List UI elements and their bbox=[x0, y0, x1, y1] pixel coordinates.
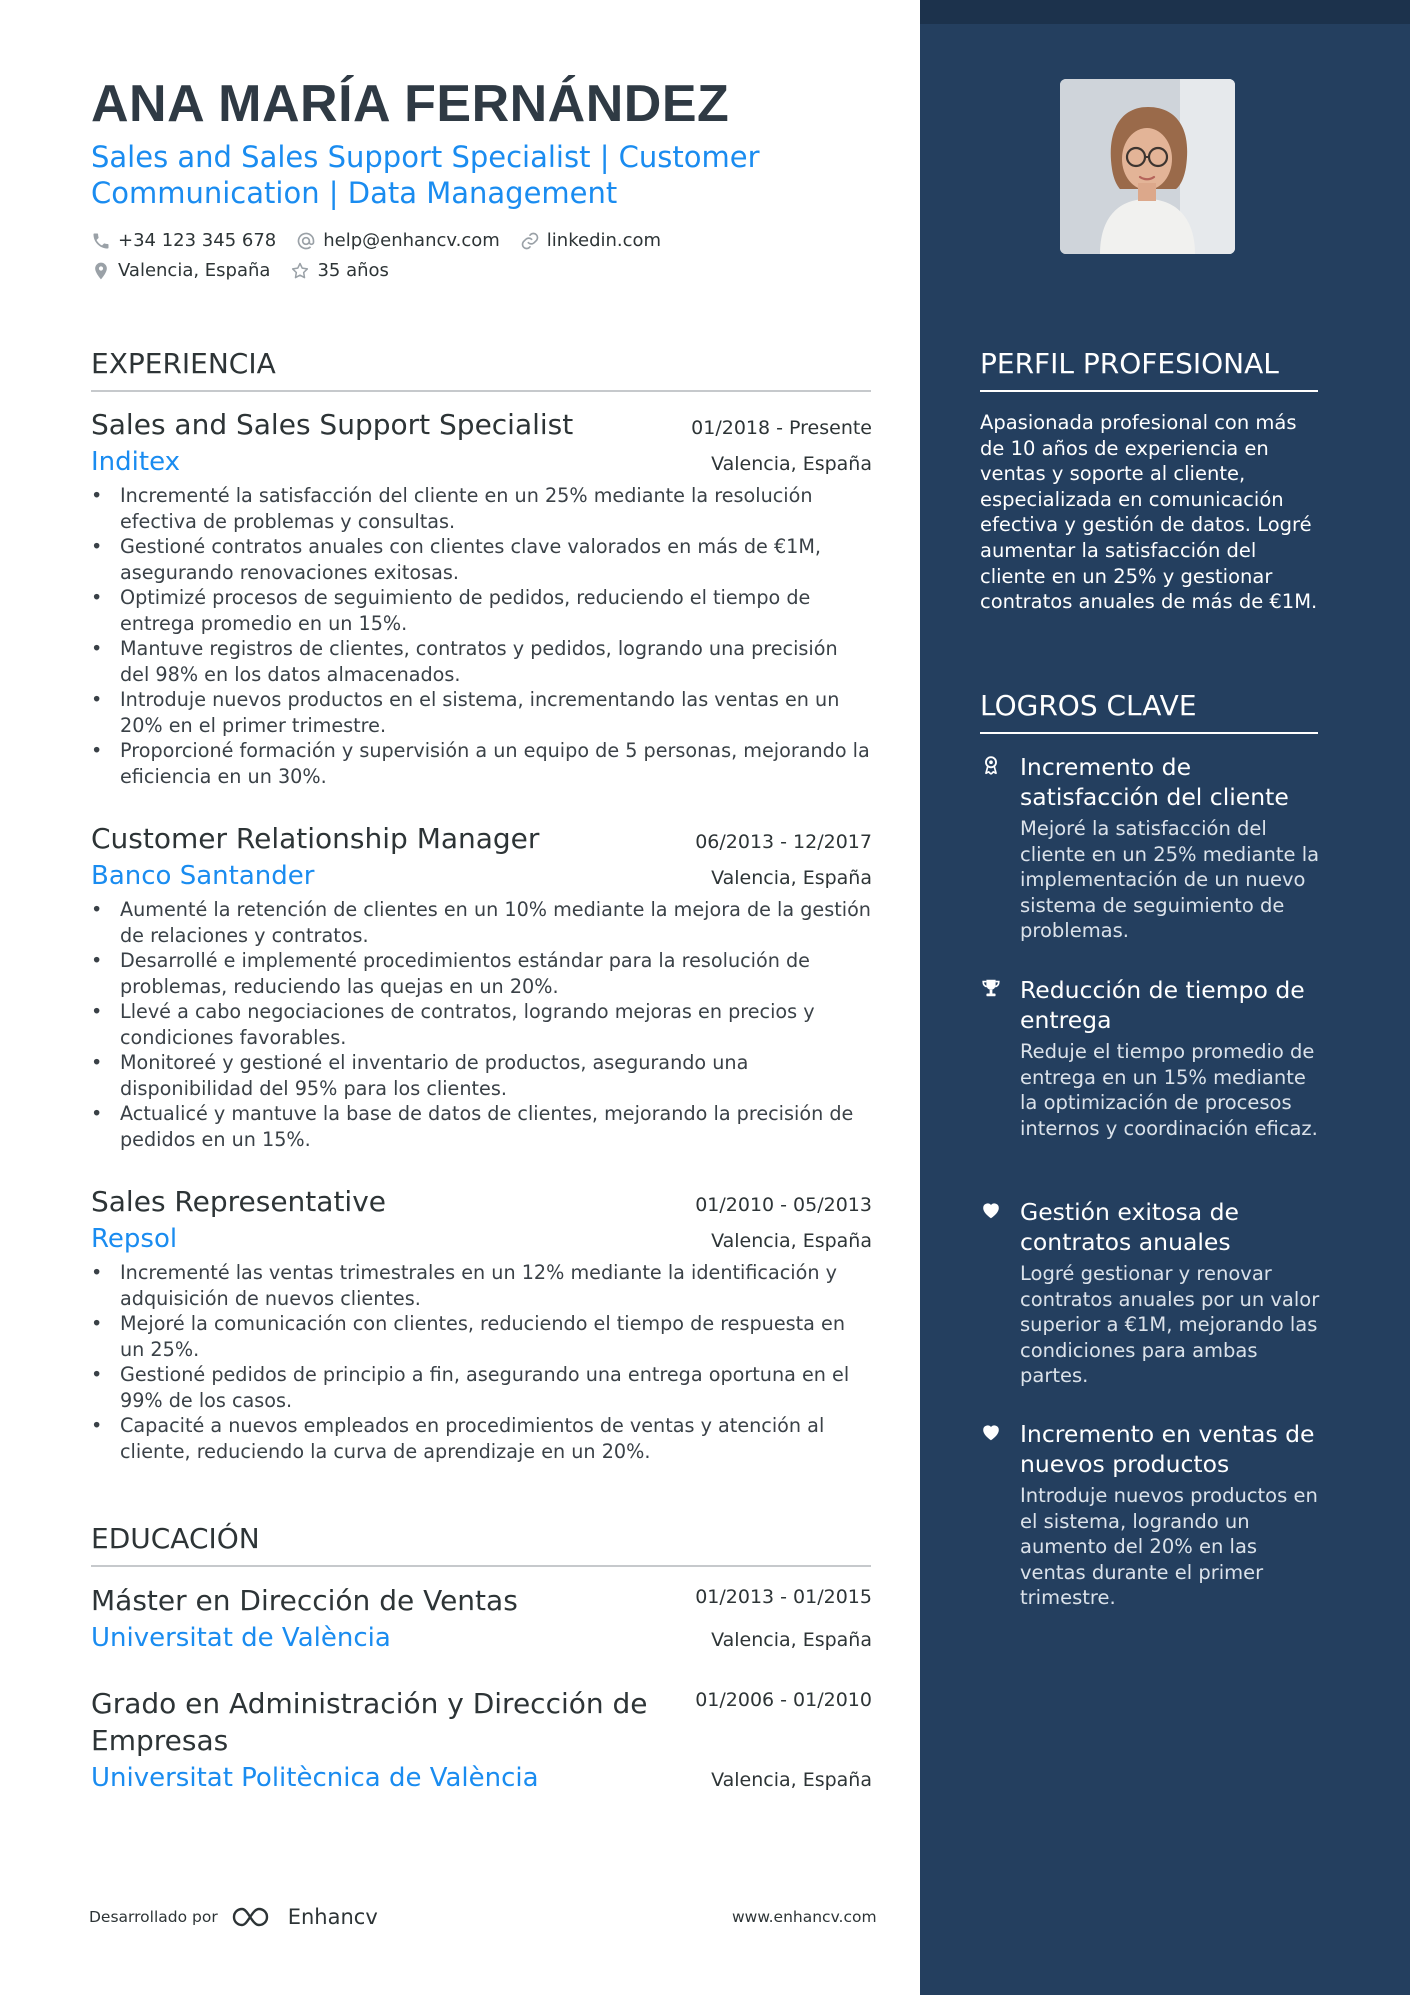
enhancv-logo-icon bbox=[230, 1904, 280, 1930]
brand-name: Enhancv bbox=[287, 1905, 378, 1929]
contact-age bbox=[290, 260, 388, 281]
job-company: Inditex bbox=[91, 447, 180, 477]
education-section-title: EDUCACIÓN bbox=[91, 1522, 871, 1567]
candidate-name: ANA MARÍA FERNÁNDEZ bbox=[91, 75, 730, 133]
heart-icon bbox=[980, 1421, 1002, 1443]
achievement-item bbox=[980, 975, 1325, 1141]
job-bullet: • Monitoreé y gestioné el inventario de productos, asegurando una disponibilidad del 95% para los clientes. bbox=[91, 1050, 872, 1101]
degree-dates: 01/2013 - 01/2015 bbox=[695, 1586, 872, 1608]
footer-branding bbox=[89, 1904, 378, 1930]
job-company: Banco Santander bbox=[91, 861, 315, 891]
award-icon bbox=[980, 754, 1002, 776]
degree-title: Grado en Administración y Dirección de Empresas bbox=[91, 1687, 648, 1757]
job-location: Valencia, España bbox=[711, 867, 872, 889]
job-bullets bbox=[91, 1260, 872, 1464]
job-bullet: • Capacité a nuevos empleados en procedimientos de ventas y atención al cliente, reduciendo la curva de aprendizaje en un 20%. bbox=[91, 1413, 872, 1464]
job-bullet: • Incrementé las ventas trimestrales en un 12% mediante la identificación y adquisición de nuevos clientes. bbox=[91, 1260, 872, 1311]
job-bullet: • Aumenté la retención de clientes en un 10% mediante la mejora de la gestión de relaciones y contratos. bbox=[91, 897, 872, 948]
job-title: Sales and Sales Support Specialist bbox=[91, 408, 574, 441]
location-pin-icon bbox=[91, 261, 111, 281]
achievement-description: Introduje nuevos productos en el sistema, logrando un aumento del 20% en las ventas durante el primer trimestre. bbox=[1020, 1484, 1318, 1610]
achievements-section-title: LOGROS CLAVE bbox=[980, 689, 1318, 734]
education-item bbox=[91, 1582, 872, 1653]
job-location: Valencia, España bbox=[711, 453, 872, 475]
job-dates: 01/2010 - 05/2013 bbox=[695, 1194, 872, 1216]
star-icon bbox=[290, 261, 310, 281]
achievement-item bbox=[980, 1197, 1325, 1389]
profile-photo-image bbox=[1060, 79, 1235, 254]
experience-item bbox=[91, 408, 872, 789]
job-bullet: • Desarrollé e implementé procedimientos estándar para la resolución de problemas, reduciendo las quejas en un 20%. bbox=[91, 948, 872, 999]
job-bullet: • Actualicé y mantuve la base de datos de clientes, mejorando la precisión de pedidos en un 15%. bbox=[91, 1101, 872, 1152]
link-icon bbox=[520, 231, 540, 251]
achievement-title: Reducción de tiempo de entrega bbox=[1020, 976, 1305, 1034]
job-bullets bbox=[91, 897, 872, 1152]
school-location: Valencia, España bbox=[711, 1629, 872, 1651]
job-title: Sales Representative bbox=[91, 1185, 386, 1218]
achievement-title: Incremento en ventas de nuevos productos bbox=[1020, 1420, 1315, 1478]
heart-icon bbox=[980, 1199, 1002, 1221]
experience-item bbox=[91, 1185, 872, 1464]
candidate-headline: Sales and Sales Support Specialist | Customer Communication | Data Management bbox=[91, 140, 760, 210]
job-location: Valencia, España bbox=[711, 1230, 872, 1252]
experience-item bbox=[91, 822, 872, 1152]
job-bullet: • Incrementé la satisfacción del cliente en un 25% mediante la resolución efectiva de problemas y consultas. bbox=[91, 483, 872, 534]
job-company: Repsol bbox=[91, 1224, 178, 1254]
job-title: Customer Relationship Manager bbox=[91, 822, 540, 855]
profile-summary: Apasionada profesional con más de 10 años de experiencia en ventas y soporte al cliente, especializada en comunicación efectiva y gestión de datos. Logré aumentar la satisfacción del cliente en un 25% y gestionar contratos anuales de más de €1M. bbox=[980, 411, 1318, 614]
job-bullet: • Proporcioné formación y supervisión a un equipo de 5 personas, mejorando la eficiencia en un 30%. bbox=[91, 738, 872, 789]
experience-section-title: EXPERIENCIA bbox=[91, 347, 871, 392]
degree-title: Máster en Dirección de Ventas bbox=[91, 1584, 518, 1617]
at-icon bbox=[296, 231, 316, 251]
footer-website[interactable]: www.enhancv.com bbox=[732, 1908, 877, 1926]
contact-linkedin[interactable] bbox=[520, 230, 661, 251]
school-name: Universitat de València bbox=[91, 1623, 391, 1653]
achievement-item bbox=[980, 752, 1325, 944]
contact-row-2 bbox=[91, 260, 409, 281]
achievement-description: Logré gestionar y renovar contratos anuales por un valor superior a €1M, mejorando las condiciones para ambas partes. bbox=[1020, 1262, 1320, 1388]
job-dates: 06/2013 - 12/2017 bbox=[695, 831, 872, 853]
job-bullet: • Gestioné pedidos de principio a fin, asegurando una entrega oportuna en el 99% de los casos. bbox=[91, 1362, 872, 1413]
job-bullet: • Mantuve registros de clientes, contratos y pedidos, logrando una precisión del 98% en los datos almacenados. bbox=[91, 636, 872, 687]
job-bullet: • Llevé a cabo negociaciones de contratos, logrando mejoras en precios y condiciones favorables. bbox=[91, 999, 872, 1050]
school-name: Universitat Politècnica de València bbox=[91, 1763, 539, 1793]
profile-section-title: PERFIL PROFESIONAL bbox=[980, 347, 1318, 392]
linkedin-text: linkedin.com bbox=[546, 230, 662, 251]
profile-photo bbox=[1060, 79, 1235, 254]
school-location: Valencia, España bbox=[711, 1769, 872, 1791]
job-bullets bbox=[91, 483, 872, 789]
email-text: help@enhancv.com bbox=[323, 230, 500, 251]
location-text: Valencia, España bbox=[118, 260, 271, 281]
sidebar-top-bar bbox=[920, 0, 1410, 24]
powered-by-text: Desarrollado por bbox=[89, 1908, 218, 1926]
phone-icon bbox=[91, 231, 111, 251]
job-dates: 01/2018 - Presente bbox=[691, 417, 872, 439]
achievement-item bbox=[980, 1419, 1325, 1611]
job-bullet: • Optimizé procesos de seguimiento de pedidos, reduciendo el tiempo de entrega promedio en un 15%. bbox=[91, 585, 872, 636]
achievement-description: Reduje el tiempo promedio de entrega en un 15% mediante la optimización de procesos internos y coordinación eficaz. bbox=[1020, 1040, 1318, 1140]
education-item bbox=[91, 1685, 872, 1793]
contact-location bbox=[91, 260, 270, 281]
trophy-icon bbox=[980, 977, 1002, 999]
contact-email[interactable] bbox=[296, 230, 500, 251]
achievement-description: Mejoré la satisfacción del cliente en un 25% mediante la implementación de un nuevo sistema de seguimiento de problemas. bbox=[1020, 817, 1320, 943]
age-text: 35 años bbox=[317, 260, 389, 281]
degree-dates: 01/2006 - 01/2010 bbox=[695, 1689, 872, 1711]
achievement-title: Gestión exitosa de contratos anuales bbox=[1020, 1198, 1239, 1256]
achievement-title: Incremento de satisfacción del cliente bbox=[1020, 753, 1289, 811]
contact-row-1 bbox=[91, 230, 681, 251]
job-bullet: • Mejoré la comunicación con clientes, reduciendo el tiempo de respuesta en un 25%. bbox=[91, 1311, 872, 1362]
job-bullet: • Gestioné contratos anuales con clientes clave valorados en más de €1M, asegurando renovaciones exitosas. bbox=[91, 534, 872, 585]
contact-phone bbox=[91, 230, 276, 251]
job-bullet: • Introduje nuevos productos en el sistema, incrementando las ventas en un 20% en el primer trimestre. bbox=[91, 687, 872, 738]
phone-text: +34 123 345 678 bbox=[118, 230, 277, 251]
